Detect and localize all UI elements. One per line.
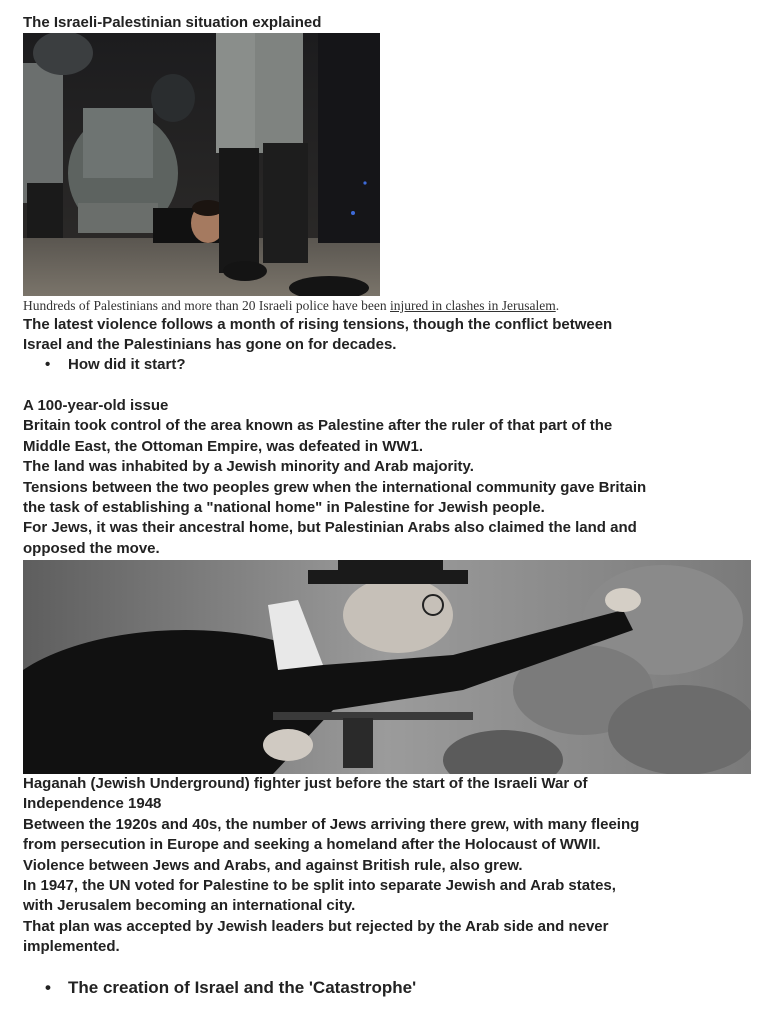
section-line: Haganah (Jewish Underground) fighter just before the start of the Israeli War of: [23, 775, 588, 792]
section-line: Britain took control of the area known as Palestine after the ruler of that part of the: [23, 417, 613, 435]
bullet-creation-of-israel: [45, 977, 416, 999]
photo-haganah-fighter: [23, 560, 751, 774]
bullet-dot-icon: •: [45, 356, 51, 373]
section-line: implemented.: [23, 938, 120, 956]
section-line: That plan was accepted by Jewish leaders but rejected by the Arab side and never: [23, 917, 609, 935]
section-heading: A 100-year-old issue: [23, 397, 169, 414]
caption-text: Hundreds of Palestinians and more than 20 Israeli police have been: [23, 298, 391, 313]
section-line: In 1947, the UN voted for Palestine to be split into separate Jewish and Arab states,: [23, 877, 616, 895]
bullet-label: The creation of Israel and the 'Catastrophe': [68, 978, 417, 997]
section-line: Tensions between the two peoples grew when the international community gave Britain: [23, 478, 647, 496]
bullet-label: How did it start?: [68, 356, 186, 373]
section-line: from persecution in Europe and seeking a homeland after the Holocaust of WWII.: [23, 836, 601, 854]
section-history: [23, 774, 753, 958]
section-line: Independence 1948: [23, 795, 162, 813]
section-line: The land was inhabited by a Jewish minority and Arab majority.: [23, 458, 474, 476]
intro-paragraph: [23, 315, 753, 356]
intro-line: Israel and the Palestinians has gone on for decades.: [23, 336, 397, 354]
section-line: with Jerusalem becoming an international city.: [23, 897, 356, 915]
bullet-how-did-it-start: [45, 355, 186, 375]
photo-police-arrest: [23, 33, 380, 296]
photo-caption: [23, 297, 753, 315]
bullet-dot-icon: •: [45, 978, 51, 997]
section-line: Violence between Jews and Arabs, and against British rule, also grew.: [23, 856, 523, 874]
article-title: The Israeli-Palestinian situation explained: [23, 14, 322, 31]
photo-police-arrest-image: [23, 33, 380, 296]
section-line: opposed the move.: [23, 539, 160, 557]
section-line: Middle East, the Ottoman Empire, was defeated in WW1.: [23, 437, 424, 455]
section-line: the task of establishing a "national home" in Palestine for Jewish people.: [23, 499, 545, 517]
section-line: For Jews, it was their ancestral home, but Palestinian Arabs also claimed the land and: [23, 519, 637, 537]
caption-link[interactable]: injured in clashes in Jerusalem: [390, 298, 556, 313]
intro-line: The latest violence follows a month of rising tensions, though the conflict between: [23, 316, 613, 333]
photo-haganah-fighter-image: [23, 560, 751, 774]
caption-end: .: [555, 298, 560, 313]
section-100-year-old-issue: [23, 396, 753, 559]
section-line: Between the 1920s and 40s, the number of Jews arriving there grew, with many fleeing: [23, 815, 640, 833]
